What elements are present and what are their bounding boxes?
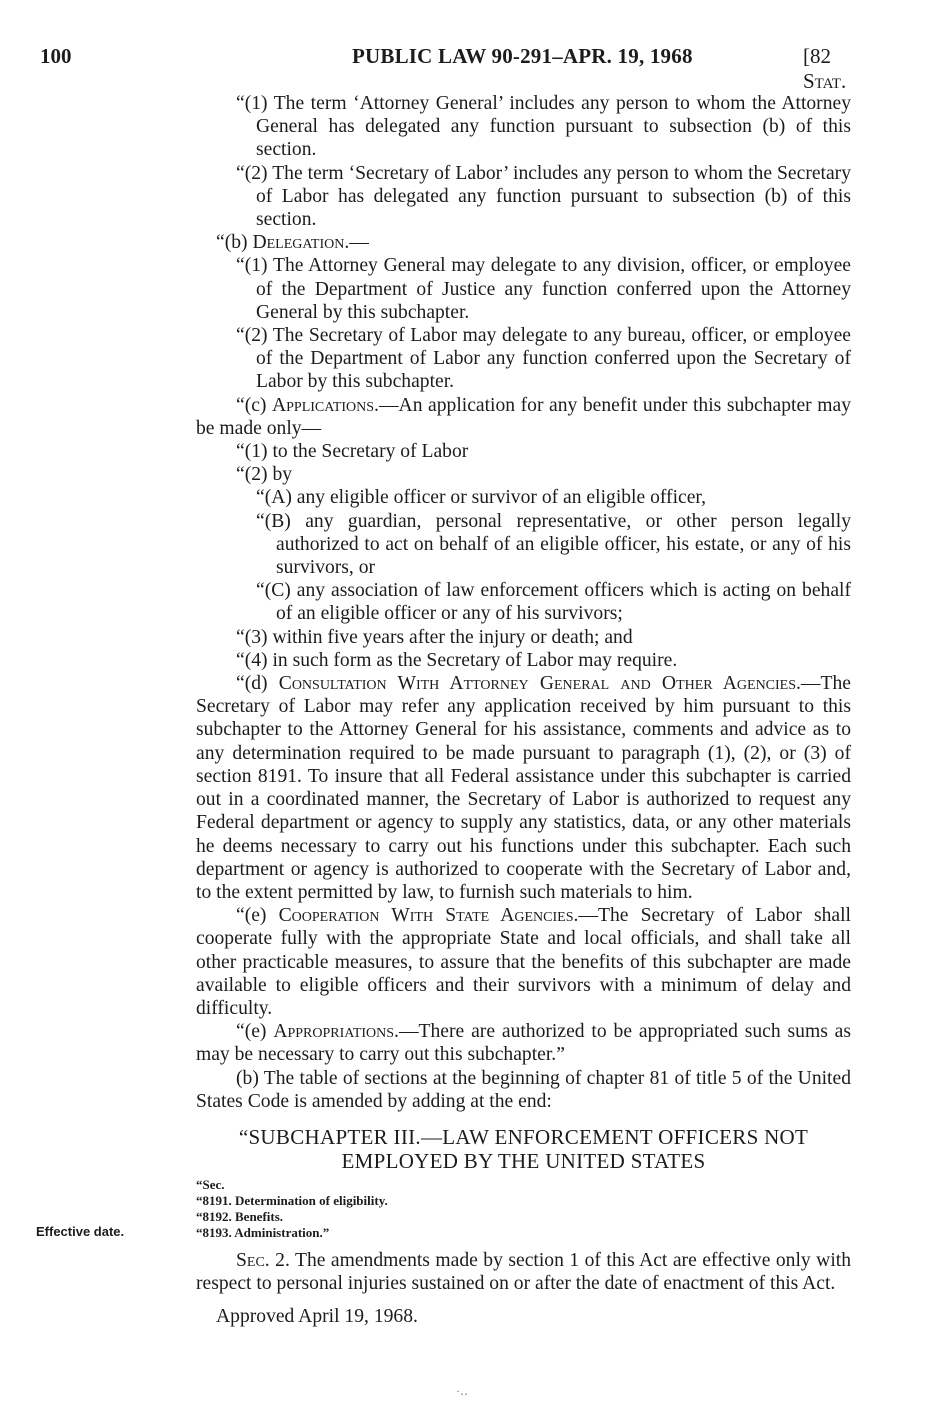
paragraph [196,324,851,394]
paragraph-text: “(1) The Attorney General may delegate to any division, officer, or employee of the Department of Justice any function conferred upon the Attorney General by this subchapter. [236,255,851,323]
paragraph-text: —The Secretary of Labor may refer any application received by him pursuant to this subchapter to the Attorney General for his assistance, comments and advice as to any determination required to be made pursuant to paragraph (1), (2), or (3) of section 8191. To insure that all Federal assistance under this subchapter is carried out in a coordinated manner, the Secretary of Labor is authorized to request any Federal department or agency to supply any statistics, data, or any other materials he deems necessary to carry out his functions under this subchapter. Each such department or agency is authorized to cooperate with the Secretary of Labor and, to the extent permitted by law, to furnish such materials to him. [196,673,851,903]
paragraph-heading: Applications. [272,394,379,416]
paragraph-text: (b) The table of sections at the beginning of chapter 81 of title 5 of the United States Code is amended by adding at the end: [196,1067,851,1112]
scan-mark: ·‥ [456,1384,468,1398]
approval-line: Approved April 19, 1968. [216,1306,418,1328]
paragraph-prefix: “(e) [236,905,279,927]
paragraph [196,510,851,580]
statute-reference: [82 Stat. [803,44,847,93]
paragraph [196,486,851,509]
paragraph [196,672,851,904]
running-title: PUBLIC LAW 90-291–APR. 19, 1968 [352,44,693,68]
paragraph-text: “(4) in such form as the Secretary of Labor may require. [236,649,678,671]
paragraph-text: “(B) any guardian, personal representative, or other person legally authorized to act on behalf of an eligible officer, his estate, or any of his survivors, or [256,510,851,579]
page-number: 100 [40,44,72,68]
paragraph [196,904,851,1020]
paragraph-heading: Consultation With Attorney General and Other Agencies. [278,673,801,695]
paragraph-text: “(3) within five years after the injury or death; and [236,626,633,648]
paragraph-heading: Cooperation With State Agencies. [278,905,579,927]
paragraph-heading: Delegation. [252,232,350,254]
paragraph-prefix: “(d) [236,673,279,695]
paragraph [196,1020,851,1066]
paragraph-text: “(C) any association of law enforcement officers which is acting on behalf of an eligible officer or any of his survivors; [256,580,851,625]
paragraph-heading: Appropriations. [273,1021,399,1043]
paragraph [196,440,851,463]
paragraph-text: — [349,232,369,254]
toc-entry: “8193. Administration.” [196,1224,330,1240]
paragraph-text: “(1) to the Secretary of Labor [236,441,469,463]
toc-entry: “8191. Determination of eligibility. [196,1192,388,1208]
paragraph-text: —An application for any benefit under this subchapter may be made only— [196,394,851,439]
paragraph-prefix: “(e) [236,1021,274,1043]
margin-note-effective-date: Effective date. [36,1224,125,1239]
paragraph [196,231,851,254]
paragraph [196,649,851,672]
paragraph-prefix: “(c) [236,394,272,416]
paragraph-text: “(1) The term ‘Attorney General’ includes any person to whom the Attorney General has delegated any function pursuant to subsection (b) of this section. [236,93,851,161]
paragraph-prefix: “(b) [216,232,253,254]
paragraph [196,92,851,162]
page-header [40,44,870,93]
paragraph [196,463,851,486]
paragraph [196,254,851,324]
paragraph-text: “(2) The Secretary of Labor may delegate to any bureau, officer, or employee of the Department of Labor any function conferred upon the Secretary of Labor by this subchapter. [236,325,851,393]
paragraph [196,626,851,649]
toc-entry: “Sec. [196,1176,225,1192]
paragraph [196,579,851,625]
paragraph-list [196,92,851,1113]
table-of-sections [196,1177,851,1241]
paragraph [196,1067,851,1113]
section-2-label: Sec. 2. [236,1249,290,1271]
paragraph [196,394,851,440]
section-2-text: The amendments made by section 1 of this Act are effective only with respect to personal injuries sustained on or after the date of enactment of this Act. [196,1249,852,1295]
paragraph-text: —There are authorized to be appropriated such sums as may be necessary to carry out this subchapter.” [196,1021,852,1066]
paragraph [196,162,851,232]
paragraph-text: “(2) by [236,464,293,486]
subchapter-heading: “SUBCHAPTER III.—LAW ENFORCEMENT OFFICERS NOT EMPLOYED BY THE UNITED STATES [238,1124,809,1173]
toc-entry: “8192. Benefits. [196,1208,284,1224]
paragraph-text: —The Secretary of Labor shall cooperate fully with the appropriate State and local officials, and shall take all other practicable measures, to assure that the benefits of this subchapter are made available to eligible officers and their survivors with a minimum of delay and difficulty. [196,905,852,1019]
law-text [196,92,851,1329]
paragraph-text: “(2) The term ‘Secretary of Labor’ includes any person to whom the Secretary of Labor has delegated any function pursuant to subsection (b) of this section. [236,162,851,231]
section-2 [196,1249,851,1295]
paragraph-text: “(A) any eligible officer or survivor of an eligible officer, [256,487,707,509]
